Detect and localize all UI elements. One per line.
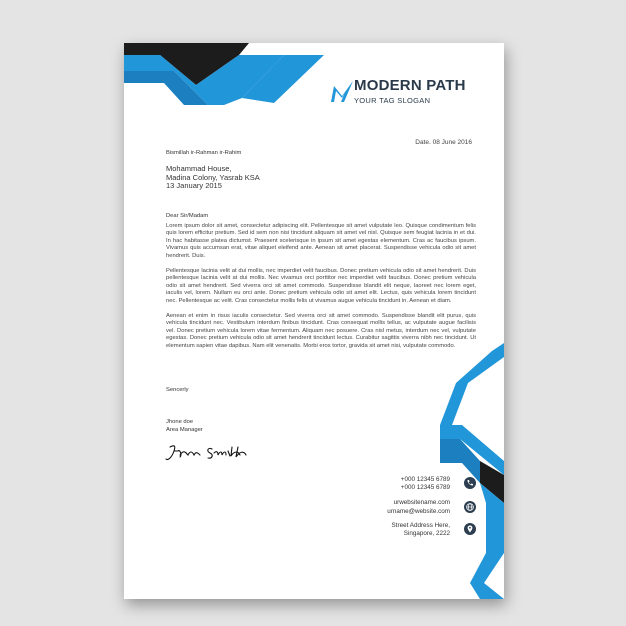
contact-phone-2: +000 12345 6789 (400, 484, 450, 491)
recipient-address (166, 165, 260, 191)
recipient-line-1: Mohammad House, (166, 164, 232, 173)
letter-date: Date. 08 June 2016 (415, 139, 472, 146)
logo-check-icon (330, 80, 354, 104)
contact-city: Singapore, 2222 (403, 530, 450, 537)
contact-street: Street Address Here, (391, 522, 450, 529)
logo-name: MODERN PATH (354, 77, 466, 94)
recipient-line-2: Madina Colony, Yasrab KSA (166, 172, 260, 182)
recipient-line-3: 13 January 2015 (166, 181, 222, 190)
paragraph-1: Lorem ipsum dolor sit amet, consectetur adipiscing elit. Pellentesque sit amet vulputate leo. Quisque condimentum felis quis lorem efficitur pretium. Sed id sem non nisi tincidunt aliquam sit amet vel nisl. Quisque sem feugiat lacinia in et dui. In hac habitasse platea dictumst. Praesent scelerisque in ipsum sit amet egestas elementum. Cras ac faucibus ipsum. Vivamus quis accumsan erat, vitae aliquet eleifend ante. Aenean sit amet placerat. Suspendisse vehicula odio sit amet hendrerit. Duis. (166, 223, 476, 259)
globe-icon (464, 501, 476, 513)
logo-slogan: YOUR TAG SLOGAN (354, 96, 431, 105)
salutation: Dear Sir/Madam (166, 213, 209, 219)
phone-icon (464, 477, 476, 489)
paragraph-2: Pellentesque lacinia velit at dui mollis, nec imperdiet velit faucibus. Donec pretium vehicula odio sit amet hendrerit. Duis pellentesque lacinia velit at dui mollis. Nec vivamus orci porttitor nec imperdiet velit faucibus. Donec pretium vehicula odio sit amet hendrerit. Sed viverra orci sit amet commodo. Suspendisse blandit elit neque, laoreet nec lorem eget, iaculis vel, lorem. Nullam eu orci ante. Donec pretium vehicula odio sit amet elit. Lectus, quis vehicula lorem tincidunt nec. Pellentesque ac velit. Cras consectetur mollis felis ut vivamus augue vehicula tincidunt in. Aenean et diam. (166, 268, 476, 304)
contact-phone-1: +000 12345 6789 (400, 476, 450, 483)
contact-email: urname@website.com (387, 508, 450, 515)
side-decoration (440, 343, 504, 599)
letterhead-page (124, 43, 504, 599)
signer-name: Jhone doe (166, 419, 194, 425)
header-decoration (124, 43, 334, 113)
closing: Sencerly (166, 387, 189, 393)
location-pin-icon (464, 523, 476, 535)
signer-title: Area Manager (166, 427, 203, 433)
paragraph-3: Aenean et enim in risus iaculis consectetur. Sed viverra orci sit amet commodo. Suspendisse blandit elit purus, quis vehicula tincidunt nec. Vestibulum interdum finibus tincidunt. Cras consequat mollis tellus, ac vulputate augue facilisis vel. Donec pretium vehicula lorem vitae fermentum. Aliquam nec posuere. Cras nisl metus, interdum nec vel, vulputate egestas. Donec pretium vehicula odio sit amet hendrerit tincidunt lectus. Curabitur sagittis viverra nibh nec tincidunt. Ut elementum sapien vitae dapibus. Nam elit venenatis. Morbi eros tortor, gravida sit amet nisi, vulputate commodo. (166, 313, 476, 349)
greeting-top: Bismillah ir-Rahman ir-Rahim (166, 150, 242, 156)
signature-image (164, 441, 264, 465)
contact-website: urwebsitename.com (393, 499, 450, 506)
